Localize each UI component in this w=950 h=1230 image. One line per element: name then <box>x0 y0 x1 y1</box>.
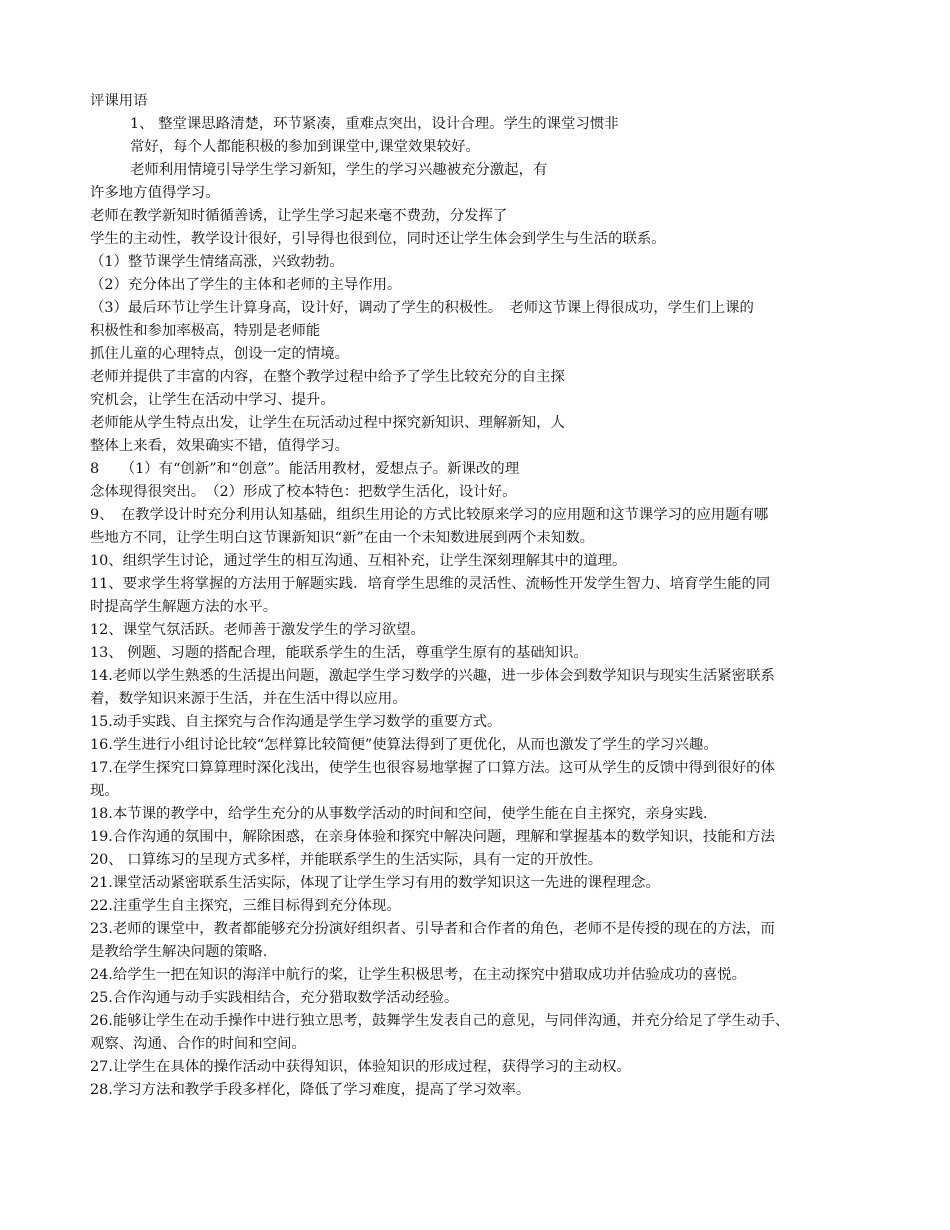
text-line: 24.给学生一把在知识的海洋中航行的桨，让学生积极思考，在主动探究中猎取成功并估验成功的喜悦。 <box>90 967 747 983</box>
text-line: 27.让学生在具体的操作活动中获得知识，体验知识的形成过程，获得学习的主动权。 <box>90 1059 631 1075</box>
text-line: 学生的主动性，教学设计很好，引导得也很到位，同时还让学生体会到学生与生活的联系。 <box>90 231 666 247</box>
text-line: 是教给学生解决问题的策略. <box>90 944 268 960</box>
text-line: 20、 口算练习的呈现方式多样，并能联系学生的生活实际，具有一定的开放性。 <box>90 852 603 868</box>
text-line: 积极性和参加率极高，特别是老师能 <box>90 323 321 339</box>
text-line: 老师并提供了丰富的内容，在整个教学过程中给予了学生比较充分的自主探 <box>90 369 565 385</box>
text-line: 老师利用情境引导学生学习新知，学生的学习兴趣被充分激起，有 <box>130 162 548 178</box>
document-title: 评课用语 <box>90 93 148 109</box>
text-line: 现。 <box>90 783 119 799</box>
text-line: （2）充分体出了学生的主体和老师的主导作用。 <box>90 277 402 293</box>
text-line: 常好，每个人都能积极的参加到课堂中,课堂效果较好。 <box>130 139 480 155</box>
text-line: 25.合作沟通与动手实践相结合，充分猎取数学活动经验。 <box>90 990 459 1006</box>
text-line: 些地方不同，让学生明白这节课新知识“新”在由一个未知数进展到两个未知数。 <box>90 530 594 546</box>
text-line: 究机会，让学生在活动中学习、提升。 <box>90 392 335 408</box>
text-line: 13、 例题、习题的搭配合理，能联系学生的生活，尊重学生原有的基础知识。 <box>90 645 588 661</box>
text-line: 时提高学生解题方法的水平。 <box>90 599 278 615</box>
text-line: 老师在教学新知时循循善诱，让学生学习起来毫不费劲，分发挥了 <box>90 208 508 224</box>
text-line: 23.老师的课堂中，教者都能够充分扮演好组织者、引导者和合作者的角色，老师不是传授的现在的方法，而 <box>90 921 775 937</box>
text-line: 10、组织学生讨论，通过学生的相互沟通、互相补充，让学生深刻理解其中的道理。 <box>90 553 627 569</box>
text-line: 整体上来看，效果确实不错，值得学习。 <box>90 438 350 454</box>
text-line: 许多地方值得学习。 <box>90 185 220 201</box>
text-line: 抓住儿童的心理特点，创设一定的情境。 <box>90 346 350 362</box>
text-line: 1、 整堂课思路清楚，环节紧凑，重难点突出，设计合理。学生的课堂习惯非 <box>130 116 619 132</box>
text-line: 28.学习方法和教学手段多样化，降低了学习难度，提高了学习效率。 <box>90 1082 531 1098</box>
text-line: 观察、沟通、合作的时间和空间。 <box>90 1036 306 1052</box>
text-line: 18.本节课的教学中，给学生充分的从事数学活动的时间和空间，使学生能在自主探究，亲身实践. <box>90 806 708 822</box>
text-line: 15.动手实践、自主探究与合作沟通是学生学习数学的重要方式。 <box>90 714 502 730</box>
text-line: 17.在学生探究口算算理时深化浅出，使学生也很容易地掌握了口算方法。这可从学生的反馈中得到很好的体 <box>90 760 775 776</box>
text-line: 着，数学知识来源于生活，并在生活中得以应用。 <box>90 691 407 707</box>
text-line: 14.老师以学生熟悉的生活提出问题，激起学生学习数学的兴趣，进一步体会到数学知识与现实生活紧密联系 <box>90 668 775 684</box>
text-line: 11、要求学生将掌握的方法用于解题实践．培育学生思维的灵活性、流畅性开发学生智力、培育学生能的同 <box>90 576 771 592</box>
text-line: 念体现得很突出。 （2）形成了校本特色：把数学生活化，设计好。 <box>90 484 517 500</box>
text-line: 26.能够让学生在动手操作中进行独立思考，鼓舞学生发表自己的意见，与同伴沟通，并充分给足了学生动手、 <box>90 1013 790 1029</box>
text-line: 22.注重学生自主探究，三维目标得到充分体现。 <box>90 898 401 914</box>
text-line: 21.课堂活动紧密联系生活实际，体现了让学生学习有用的数学知识这一先进的课程理念。 <box>90 875 660 891</box>
text-line: 老师能从学生特点出发，让学生在玩活动过程中探究新知识、理解新知，人 <box>90 415 565 431</box>
text-line: 19.合作沟通的氛围中，解除困惑，在亲身体验和探究中解决问题，理解和掌握基本的数学知识，技能和方法 <box>90 829 775 845</box>
text-line: 8 （1）有“创新”和“创意”。能活用教材，爱想点子。新课改的理 <box>90 461 520 477</box>
text-line: 16.学生进行小组讨论比较“怎样算比较简便”使算法得到了更优化，从而也激发了学生的学习兴趣。 <box>90 737 718 753</box>
text-line: 12、课堂气氛活跃。老师善于激发学生的学习欲望。 <box>90 622 425 638</box>
text-line: （1）整节课学生情绪高涨，兴致勃勃。 <box>90 254 344 270</box>
text-line: （3）最后环节让学生计算身高，设计好，调动了学生的积极性。 老师这节课上得很成功，学生们上课的 <box>90 300 754 316</box>
text-line: 9、 在教学设计时充分利用认知基础，组织生用论的方式比较原来学习的应用题和这节课学习的应用题有哪 <box>90 507 769 523</box>
